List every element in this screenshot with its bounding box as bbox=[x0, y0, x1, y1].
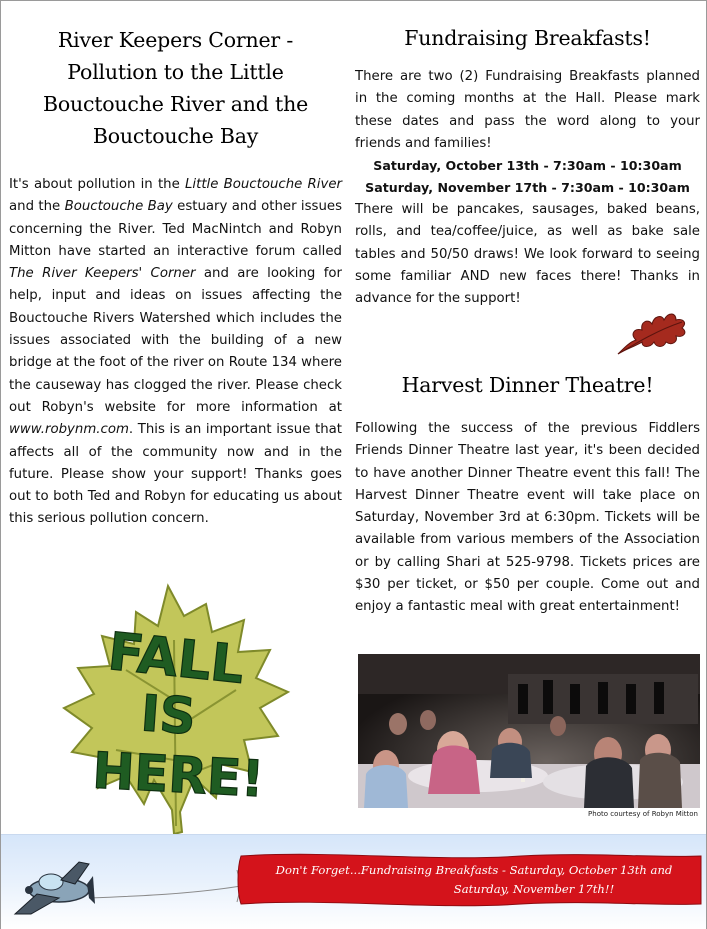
left-column bbox=[9, 22, 342, 531]
is-word: IS bbox=[139, 684, 198, 746]
oak-leaf-icon bbox=[612, 302, 692, 360]
website-link[interactable]: www.robynm.com bbox=[9, 422, 129, 438]
title-line-1: River Keepers Corner - bbox=[57, 28, 294, 52]
fall-leaf-icon bbox=[56, 580, 296, 838]
title-line-4: Bouctouche Bay bbox=[92, 124, 259, 148]
photo-credit: Photo courtesy of Robyn Mitton bbox=[588, 810, 698, 818]
river-keepers-article bbox=[9, 174, 342, 531]
fundraising-details: There will be pancakes, sausages, baked beans, rolls, and tea/coffee/juice, as well as bake sale tables and 50/50 draws! We look forward to seeing some familiar AND new faces there! Thanks in advance for the support! bbox=[355, 202, 700, 307]
right-column bbox=[355, 22, 700, 615]
banner-message bbox=[248, 861, 700, 899]
dinner-theatre-photo bbox=[358, 654, 700, 808]
harvest-article: Following the success of the previous Fiddlers Friends Dinner Theatre last year, it's been decided to have another Dinner Theatre event this fall! The Harvest Dinner Theatre event will take place on Saturday, November 3rd at 6:30pm. Tickets will be available from various members of the Association or by calling Shari at 525-9798. Tickets prices are $30 per ticket, or $50 per couple. Come out and enjoy a fantastic meal with great entertainment! bbox=[355, 421, 700, 615]
banner-line-2: Saturday, November 17th!! bbox=[453, 882, 615, 896]
article-text: estuary and other issues concerning the River. Ted MacNintch and Robyn Mitton have started an interactive forum called bbox=[9, 199, 343, 259]
here-word: HERE! bbox=[91, 741, 266, 809]
title-line-3: Bouctouche River and the bbox=[42, 92, 309, 116]
fundraising-intro: There are two (2) Fundraising Breakfasts planned in the coming months at the Hall. Please mark these dates and pass the word along to your friends and families! bbox=[355, 69, 700, 151]
river-keepers-title bbox=[9, 22, 342, 152]
fall-word: FALL bbox=[105, 622, 247, 696]
bay-name: Bouctouche Bay bbox=[64, 199, 173, 215]
article-text: . This is an important issue that affects all of the community now and in the future. Please show your support! Thanks goes out to both Ted and Robyn for educating us about this serious pollution concern. bbox=[9, 422, 342, 527]
airplane-icon bbox=[15, 862, 95, 914]
river-name: Little Bouctouche River bbox=[185, 177, 342, 192]
banner-line-1: Don't Forget...Fundraising Breakfasts - Saturday, October 13th and bbox=[275, 863, 673, 877]
article-text: It's about pollution in the bbox=[9, 177, 185, 192]
forum-name: The River Keepers' Corner bbox=[9, 266, 196, 282]
article-text: and the bbox=[9, 199, 65, 215]
fundraising-title: Fundraising Breakfasts! bbox=[404, 26, 651, 50]
fundraising-article bbox=[355, 66, 700, 311]
breakfast-date-1: Saturday, October 13th - 7:30am - 10:30am bbox=[373, 158, 682, 174]
harvest-title: Harvest Dinner Theatre! bbox=[401, 373, 654, 397]
title-line-2: Pollution to the Little bbox=[67, 60, 284, 84]
article-text: and are looking for help, input and ideas on issues affecting the Bouctouche Rivers Watershed which includes the issues associated with the building of a new bridge at the foot of the river on Route 134 where the causeway has clogged the river. Please check out Robyn's website for more information at bbox=[9, 266, 342, 415]
breakfast-date-2: Saturday, November 17th - 7:30am - 10:30am bbox=[365, 180, 690, 196]
